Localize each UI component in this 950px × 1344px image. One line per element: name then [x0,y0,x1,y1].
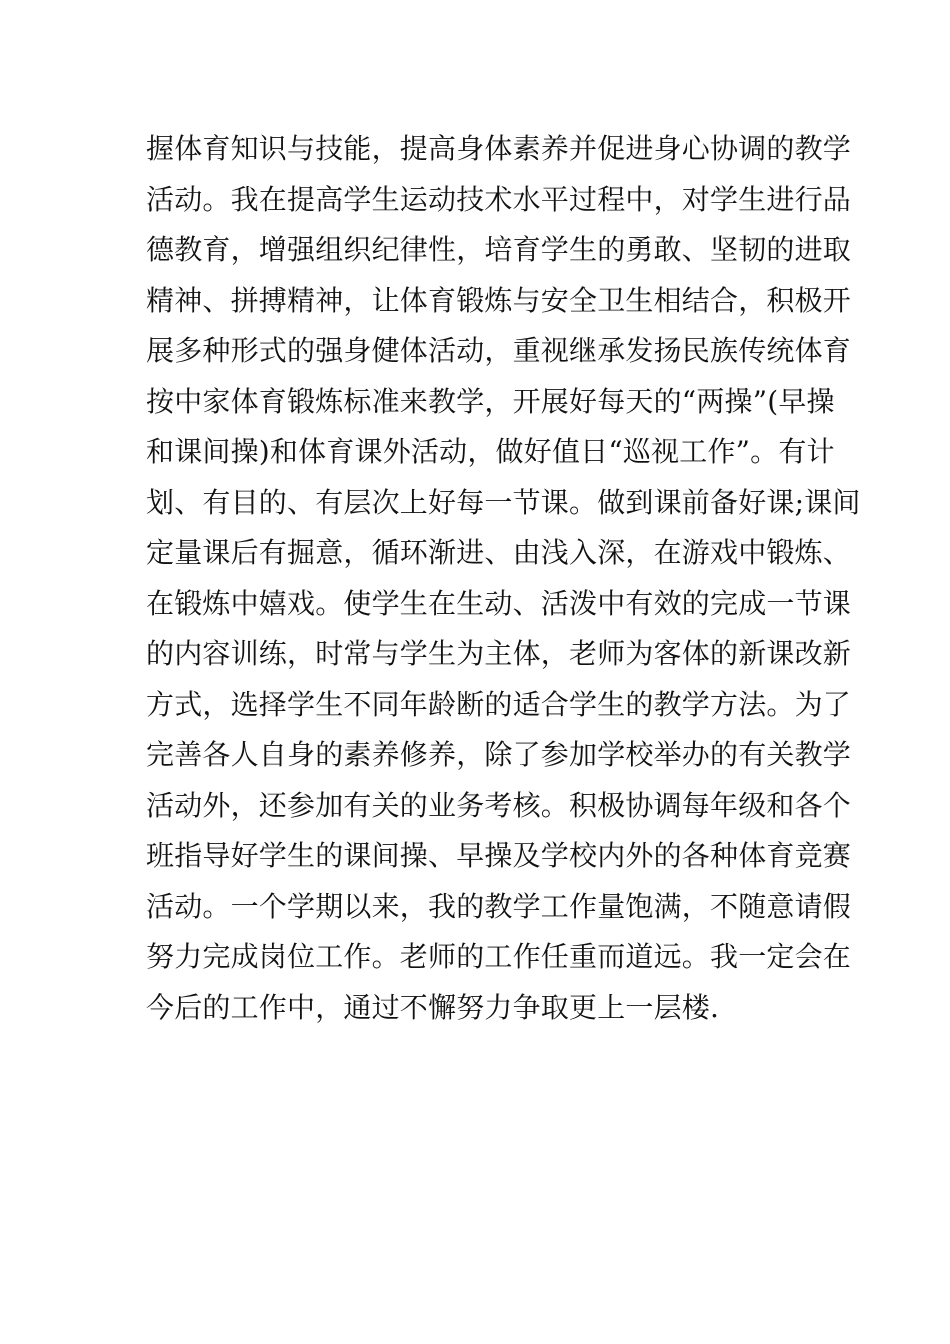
text-line-13: 完善各人自身的素养修养，除了参加学校举办的有关教学 [146,738,852,771]
text-line-17: 努力完成岗位工作。老师的工作任重而道远。我一定会在 [146,940,852,973]
text-line-14: 活动外，还参加有关的业务考核。积极协调每年级和各个 [146,788,852,822]
text-line-10: 在锻炼中嬉戏。使学生在生动、活泼中有效的完成一节课 [146,586,852,620]
text-line-7: 和课间操)和体育课外活动，做好值日“巡视工作”。有计 [146,435,835,468]
text-line-5: 展多种形式的强身健体活动，重视继承发扬民族传统体育 [146,334,852,367]
text-line-18: 今后的工作中，通过不懈努力争取更上一层楼. [146,990,720,1024]
text-line-11: 的内容训练，时常与学生为主体，老师为客体的新课改新 [146,637,852,670]
text-line-15: 班指导好学生的课间操、早操及学校内外的各种体育竞赛 [146,839,852,872]
text-line-12: 方式，选择学生不同年龄断的适合学生的教学方法。为了 [146,687,852,721]
text-line-2: 活动。我在提高学生运动技术水平过程中，对学生进行品 [146,182,852,216]
text-line-9: 定量课后有掘意，循环渐进、由浅入深，在游戏中锻炼、 [146,536,852,569]
text-line-4: 精神、拼搏精神，让体育锻炼与安全卫生相结合，积极开 [146,283,852,317]
body-paragraph [146,124,861,1033]
text-line-16: 活动。一个学期以来，我的教学工作量饱满，不随意请假 [146,889,852,923]
text-line-8: 划、有目的、有层次上好每一节课。做到课前备好课;课间 [146,485,861,519]
text-line-3: 德教育，增强组织纪律性，培育学生的勇敢、坚韧的进取 [146,233,852,266]
text-line-1: 握体育知识与技能，提高身体素养并促进身心协调的教学 [146,132,852,165]
text-line-6: 按中家体育锻炼标准来教学，开展好每天的“两操”(早操 [146,384,835,418]
